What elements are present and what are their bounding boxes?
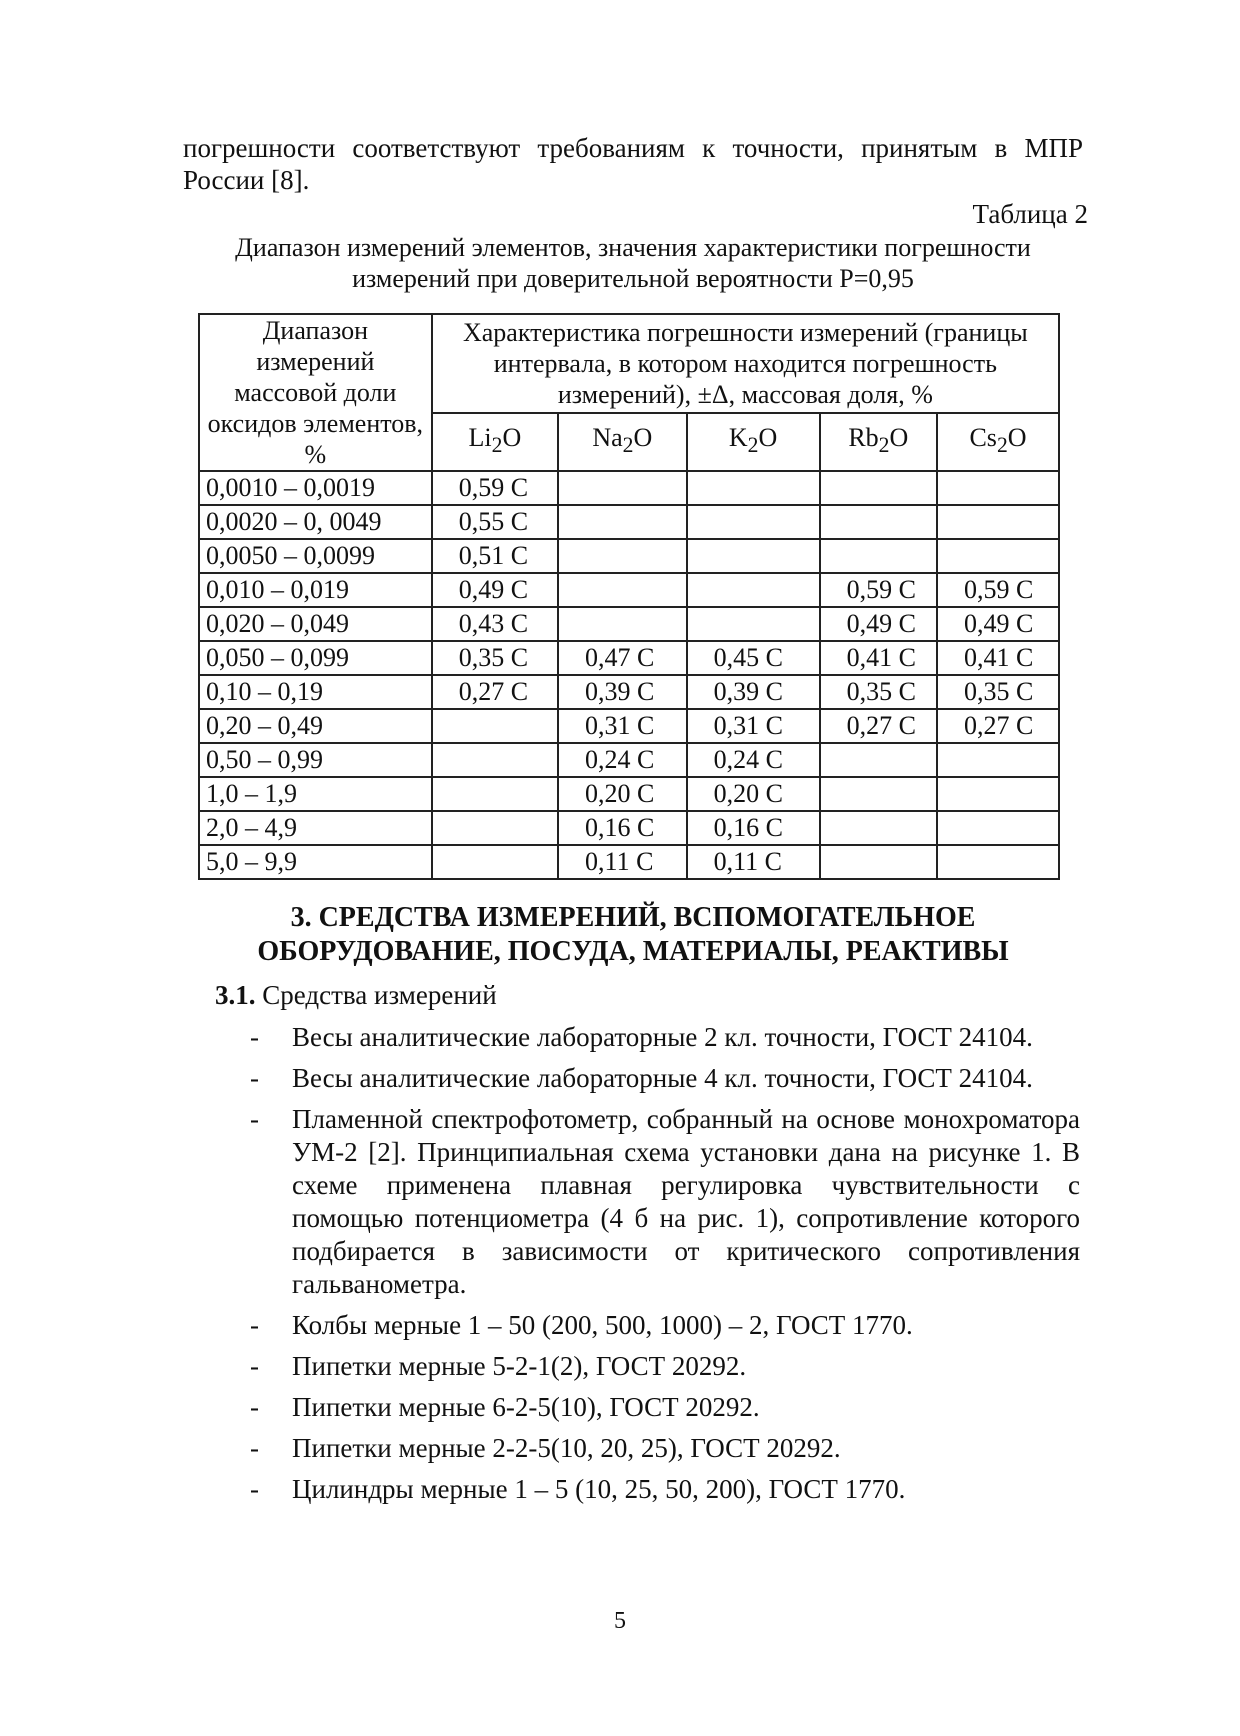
list-dash: - (250, 1433, 259, 1463)
error-value-cell: 0,11 С (558, 845, 687, 879)
table-row (199, 743, 1059, 777)
range-cell: 1,0 – 1,9 (199, 777, 432, 811)
error-value-cell (937, 743, 1059, 777)
error-value-cell (558, 573, 687, 607)
table-row (199, 709, 1059, 743)
list-item-text: Весы аналитические лабораторные 4 кл. точности, ГОСТ 24104. (292, 1063, 1033, 1093)
error-value-cell: 0,16 С (558, 811, 687, 845)
error-value-cell (432, 743, 558, 777)
error-value-cell: 0,20 С (687, 777, 820, 811)
error-value-cell: 0,55 С (432, 505, 558, 539)
oxide-formula-base: Na (592, 423, 623, 453)
list-item (250, 1350, 1080, 1383)
error-value-cell (937, 505, 1059, 539)
table-row (199, 607, 1059, 641)
error-value-cell: 0,45 С (687, 641, 820, 675)
oxide-formula-tail: O (502, 423, 522, 453)
list-dash: - (250, 1063, 259, 1093)
range-cell: 0,010 – 0,019 (199, 573, 432, 607)
error-value-cell: 0,11 С (687, 845, 820, 879)
error-value-cell: 0,35 С (820, 675, 937, 709)
error-value-cell (687, 573, 820, 607)
error-value-cell (820, 777, 937, 811)
error-value-cell: 0,35 С (937, 675, 1059, 709)
error-value-cell (820, 505, 937, 539)
table-row (199, 539, 1059, 573)
list-item (250, 1309, 1080, 1342)
list-item-text: Пламенной спектрофотометр, собранный на основе монохроматора УМ-2 [2]. Принципиальная схема установки дана на рисунке 1. В схеме применена плавная регулировка чувствительности с помощью потенциометра (4 б на рис. 1), сопротивление которого подбирается в зависимости от критического сопротивления гальванометра. (292, 1104, 1080, 1299)
error-value-cell: 0,59 С (937, 573, 1059, 607)
table-row (199, 505, 1059, 539)
error-value-cell (820, 811, 937, 845)
error-value-cell: 0,16 С (687, 811, 820, 845)
intro-paragraph: погрешности соответствуют требованиям к точности, принятым в МПР России [8]. (183, 133, 1083, 195)
error-value-cell (558, 539, 687, 573)
oxide-formula-subscript: 2 (996, 433, 1008, 458)
oxide-column-header (820, 413, 937, 471)
list-item (250, 1473, 1080, 1506)
error-value-cell (937, 811, 1059, 845)
error-value-cell: 0,39 С (558, 675, 687, 709)
table-row (199, 573, 1059, 607)
range-column-header: Диапазон измерений массовой доли оксидов элементов, % (199, 314, 432, 471)
error-value-cell: 0,47 С (558, 641, 687, 675)
error-value-cell: 0,31 С (687, 709, 820, 743)
list-dash: - (250, 1104, 259, 1134)
error-value-cell (432, 845, 558, 879)
list-item (250, 1103, 1080, 1301)
range-cell: 0,0010 – 0,0019 (199, 471, 432, 505)
table-row (199, 675, 1059, 709)
oxide-formula-subscript: 2 (622, 433, 634, 458)
table-row (199, 845, 1059, 879)
error-value-cell (558, 607, 687, 641)
error-value-cell (687, 539, 820, 573)
table-label: Таблица 2 (972, 199, 1088, 229)
oxide-formula-tail: O (1007, 423, 1027, 453)
error-value-cell: 0,20 С (558, 777, 687, 811)
table-row (199, 641, 1059, 675)
subsection-heading (215, 980, 497, 1011)
error-value-cell (687, 505, 820, 539)
range-cell: 0,020 – 0,049 (199, 607, 432, 641)
table-body (199, 471, 1059, 879)
error-characteristics-table (198, 313, 1060, 880)
error-value-cell: 0,27 С (937, 709, 1059, 743)
error-characteristic-header: Характеристика погрешности измерений (границы интервала, в котором находится погрешность измерений), ±Δ, массовая доля, % (432, 314, 1059, 413)
range-cell: 0,10 – 0,19 (199, 675, 432, 709)
oxide-column-header (687, 413, 820, 471)
list-dash: - (250, 1392, 259, 1422)
oxide-formula-base: Rb (848, 423, 879, 453)
error-value-cell (432, 811, 558, 845)
table-row (199, 777, 1059, 811)
subsection-number: 3.1. (215, 980, 256, 1010)
error-value-cell (937, 471, 1059, 505)
error-value-cell: 0,49 С (937, 607, 1059, 641)
list-dash: - (250, 1022, 259, 1052)
error-value-cell: 0,49 С (820, 607, 937, 641)
range-cell: 2,0 – 4,9 (199, 811, 432, 845)
error-value-cell: 0,35 С (432, 641, 558, 675)
range-cell: 0,50 – 0,99 (199, 743, 432, 777)
error-value-cell (820, 471, 937, 505)
error-value-cell: 0,24 С (687, 743, 820, 777)
list-item-text: Пипетки мерные 5-2-1(2), ГОСТ 20292. (292, 1351, 747, 1381)
list-item-text: Колбы мерные 1 – 50 (200, 500, 1000) – 2, ГОСТ 1770. (292, 1310, 913, 1340)
table-row (199, 471, 1059, 505)
equipment-list (250, 1021, 1080, 1514)
section-title: 3. СРЕДСТВА ИЗМЕРЕНИЙ, ВСПОМОГАТЕЛЬНОЕ ОБОРУДОВАНИЕ, ПОСУДА, МАТЕРИАЛЫ, РЕАКТИВЫ (257, 902, 1009, 967)
error-value-cell: 0,41 С (937, 641, 1059, 675)
error-value-cell (432, 777, 558, 811)
oxide-formula-tail: O (889, 423, 909, 453)
error-value-cell: 0,24 С (558, 743, 687, 777)
oxide-formula-base: Li (468, 423, 492, 453)
oxide-column-header (558, 413, 687, 471)
subsection-title: Средства измерений (262, 980, 497, 1010)
page-number: 5 (614, 1608, 626, 1634)
range-cell: 0,050 – 0,099 (199, 641, 432, 675)
error-value-cell (937, 539, 1059, 573)
list-dash: - (250, 1351, 259, 1381)
list-item-text: Пипетки мерные 6-2-5(10), ГОСТ 20292. (292, 1392, 760, 1422)
list-item (250, 1391, 1080, 1424)
oxide-column-header (432, 413, 558, 471)
error-value-cell (820, 743, 937, 777)
error-value-cell: 0,59 С (432, 471, 558, 505)
oxide-formula-base: K (728, 423, 748, 453)
error-value-cell: 0,27 С (820, 709, 937, 743)
oxide-formula-subscript: 2 (491, 433, 503, 458)
table-caption: Диапазон измерений элементов, значения характеристики погрешности измерений при доверительной вероятности Р=0,95 (235, 233, 1031, 293)
oxide-formula-subscript: 2 (878, 433, 890, 458)
error-value-cell: 0,59 С (820, 573, 937, 607)
list-item-text: Пипетки мерные 2-2-5(10, 20, 25), ГОСТ 20292. (292, 1433, 841, 1463)
table-row (199, 811, 1059, 845)
list-item (250, 1432, 1080, 1465)
range-cell: 0,0020 – 0, 0049 (199, 505, 432, 539)
error-value-cell (558, 471, 687, 505)
error-value-cell: 0,39 С (687, 675, 820, 709)
oxide-formula-subscript: 2 (747, 433, 759, 458)
list-item-text: Весы аналитические лабораторные 2 кл. точности, ГОСТ 24104. (292, 1022, 1033, 1052)
range-cell: 5,0 – 9,9 (199, 845, 432, 879)
list-item (250, 1062, 1080, 1095)
error-value-cell: 0,49 С (432, 573, 558, 607)
error-value-cell: 0,43 С (432, 607, 558, 641)
list-item (250, 1021, 1080, 1054)
error-value-cell: 0,31 С (558, 709, 687, 743)
error-value-cell (687, 471, 820, 505)
range-cell: 0,0050 – 0,0099 (199, 539, 432, 573)
list-item-text: Цилиндры мерные 1 – 5 (10, 25, 50, 200), ГОСТ 1770. (292, 1474, 906, 1504)
error-value-cell (937, 845, 1059, 879)
error-value-cell: 0,41 С (820, 641, 937, 675)
error-value-cell (937, 777, 1059, 811)
range-cell: 0,20 – 0,49 (199, 709, 432, 743)
error-value-cell (820, 845, 937, 879)
error-value-cell (820, 539, 937, 573)
list-dash: - (250, 1310, 259, 1340)
error-value-cell: 0,51 С (432, 539, 558, 573)
oxide-formula-tail: O (758, 423, 778, 453)
list-dash: - (250, 1474, 259, 1504)
oxide-column-header (937, 413, 1059, 471)
oxide-formula-base: Cs (969, 423, 997, 453)
error-value-cell (558, 505, 687, 539)
oxide-formula-tail: O (633, 423, 653, 453)
error-value-cell: 0,27 С (432, 675, 558, 709)
error-value-cell (687, 607, 820, 641)
error-value-cell (432, 709, 558, 743)
